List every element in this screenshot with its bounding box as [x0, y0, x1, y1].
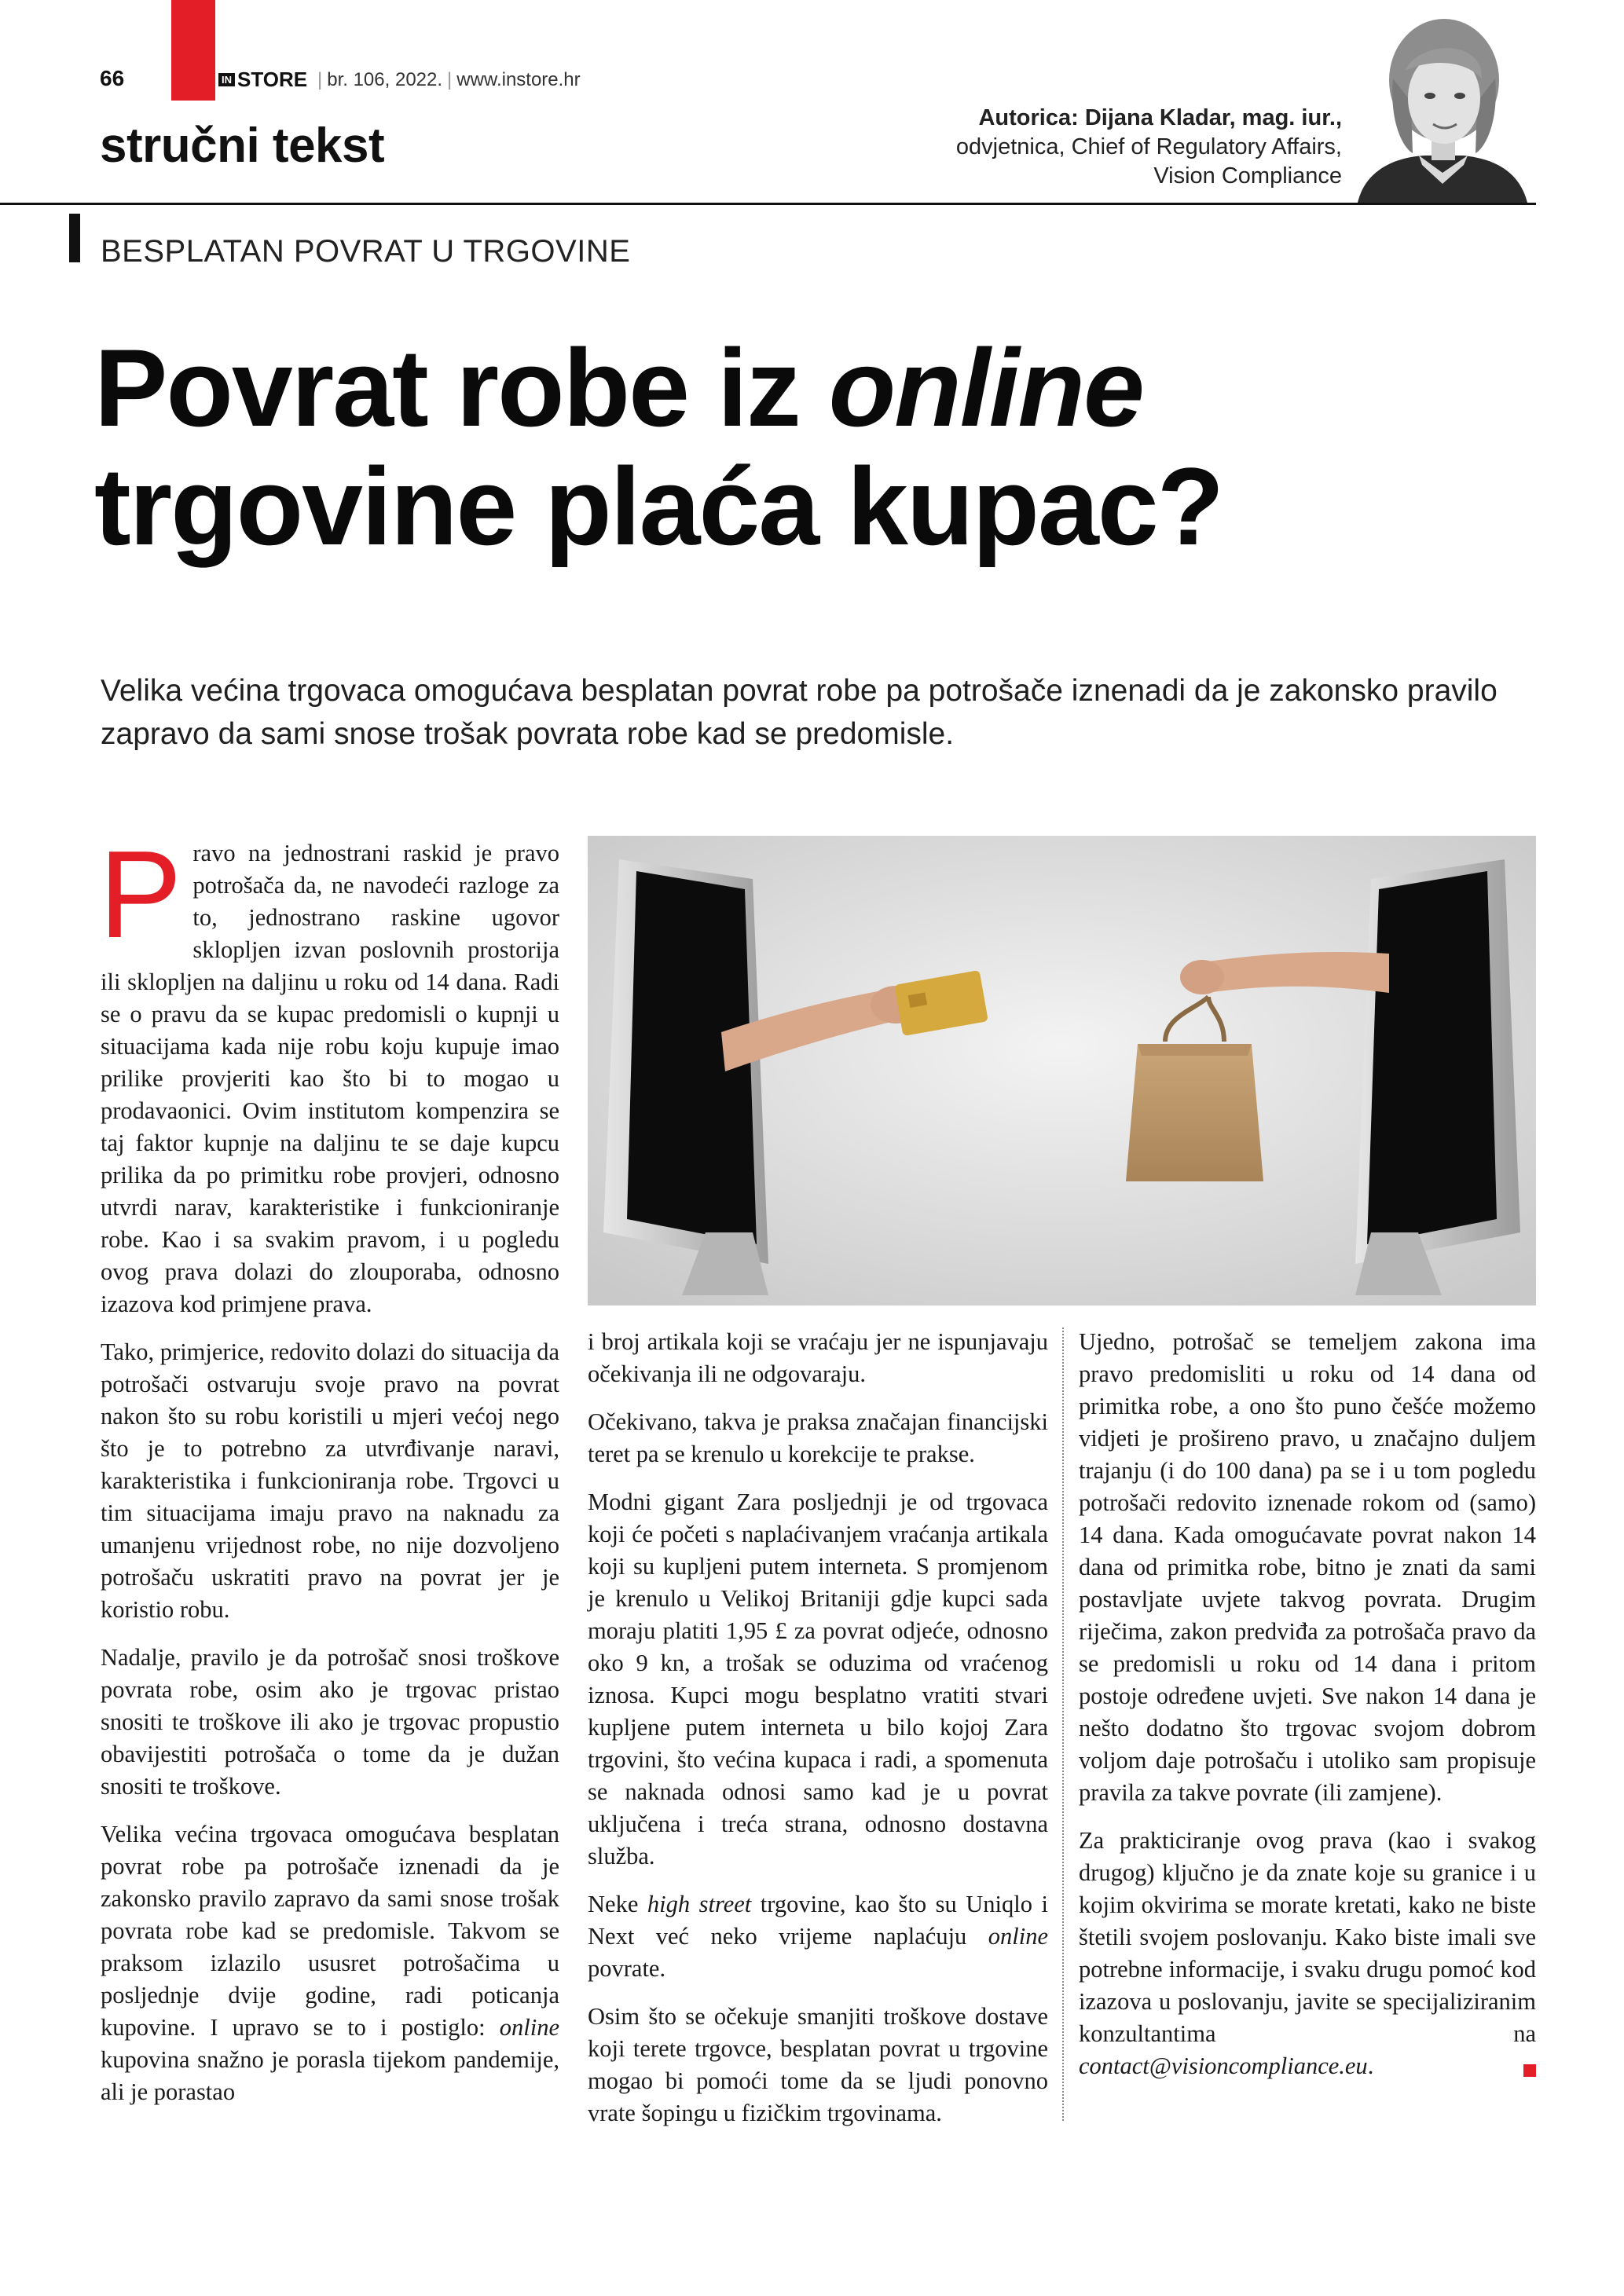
column-2	[588, 1326, 1048, 2145]
article-headline	[94, 326, 1540, 569]
author-block	[956, 104, 1342, 191]
paragraph: i broj artikala koji se vraćaju jer ne ispunjavaju očekivanja ili ne odgovaraju.	[588, 1328, 1048, 1387]
headline-italic: online	[828, 326, 1143, 449]
header-rule	[0, 203, 1536, 205]
paragraph: Očekivano, takva je praksa značajan financijski teret pa se krenulo u korekcije te prakse.	[588, 1408, 1048, 1467]
article-lede: Velika većina trgovaca omogućava besplatan povrat robe pa potrošače iznenadi da je zakonsko pravilo zapravo da sami snose trošak povrata robe kad se predomisle.	[101, 674, 1498, 752]
website-link[interactable]: www.instore.hr	[456, 69, 581, 90]
author-portrait	[1350, 16, 1535, 203]
article-photo	[588, 836, 1536, 1305]
drop-cap: P	[99, 826, 182, 964]
logo-in-mark: IN	[218, 73, 235, 86]
italic-term: high street	[647, 1891, 752, 1917]
paragraph-text: Velika većina trgovaca omogućava besplatan povrat robe pa potrošače iznenadi da je zakonsko pravilo zapravo da sami snose trošak povrata robe kad se predomisle. Takvom se praksom izlazilo ususret potrošačima u posljednje dvije godine, radi poticanja kupovine. I upravo se to i postiglo:	[101, 1821, 559, 2041]
paragraph	[99, 826, 559, 1320]
paragraph: Tako, primjerice, redovito dolazi do situacija da potrošači ostvaruju svoje pravo na povrat nakon što su robu koristili u mjeri većoj nego što je to potrebno za utvrđivanje naravi, karakteristika i funkcioniranja robe. Trgovci u tim situacijama imaju pravo na naknadu za umanjenu vrijednost robe, no nije dozvoljeno potrošaču uskratiti pravo na povrat jer je koristio robu.	[101, 1338, 559, 1623]
section-title: stručni tekst	[100, 119, 385, 173]
column-3	[1079, 1326, 1536, 2098]
headline-part-2: trgovine plaća kupac?	[94, 445, 1223, 569]
paragraph: Nadalje, pravilo je da potrošač snosi troškove povrata robe, osim ako je trgovac pristao snositi te troškove ili ako je trgovac propustio obavijestiti potrošača o tome da je dužan snositi te troškove.	[101, 1644, 559, 1800]
issue-number: br. 106, 2022.	[327, 69, 443, 90]
page-number: 66	[100, 66, 125, 90]
paragraph-text: Za prakticiranje ovog prava (kao i svakog drugog) ključno je da znate koje su granice i u kojim okvirima se morate kretati, kako ne biste štetili svojem poslovanju. Kako biste imali sve potrebne informacije, i svaku drugu pomoć kod izazova u poslovanju, javite se specijaliziranim konzultantima na	[1079, 1827, 1536, 2047]
paragraph	[588, 1888, 1048, 1985]
paragraph	[101, 1818, 559, 2108]
logo-store-text: STORE	[237, 68, 308, 91]
paragraph: Ujedno, potrošač se temeljem zakona ima pravo predomisliti u roku od 14 dana od primitka robe, a ono što puno češće možemo vidjeti je prošireno pravo, u značajno duljem trajanju (i do 100 dana) pa se i u tom pogledu potrošači redovito iznenade rokom od (samo) 14 dana. Kada omogućavate povrat nakon 14 dana od primitka robe, bitno je znati da sami postavljate uvjete takvog povrata. Drugim riječima, zakon predviđa za potrošača pravo da se predomisli u roku od 14 dana i pritom postoje određene uvjeti. Sve nakon 14 dana je nešto dodatno što trgovac svojom dobrom voljom daje potrošaču i utoliko sam propisuje pravila za takve povrate (ili zamjene).	[1079, 1328, 1536, 1806]
separator: |	[447, 69, 453, 90]
paragraph-text: trgovine, kao što su Uniqlo i Next već neko vrijeme naplaćuju	[588, 1891, 1048, 1950]
paragraph-text: ravo na jednostrani raskid je pravo potrošača da, ne navodeći razloge za to, jednostrano raskine ugovor sklopljen izvan poslovnih prostorija ili sklopljen na daljinu u roku od 14 dana. Radi se o pravu da se kupac predomisli o kupnji u situacijama kada nije robu koju kupuje imao prilike provjeriti kao što bi to mogao u prodavaonici. Ovim institutom kompenzira se taj faktor kupnje na daljinu te se daje kupcu prilika da po primitku robe provjeri, odnosno utvrdi narav, karakteristike i funkcioniranje robe. Kao i sa svakim pravom, i u pogledu ovog prava dolazi do zlouporaba, odnosno izazova kod primjene prava.	[101, 840, 559, 1317]
contact-email[interactable]: contact@visioncompliance.eu	[1079, 2052, 1368, 2079]
headline-part-1: Povrat robe iz	[94, 326, 829, 449]
separator: |	[317, 69, 323, 90]
paragraph-text: .	[1367, 2052, 1374, 2079]
paragraph-text: povrate.	[588, 1955, 666, 1982]
italic-term: online	[499, 2014, 559, 2041]
paragraph-text: Neke	[588, 1891, 647, 1917]
instore-logo	[218, 68, 307, 92]
red-header-tab	[171, 0, 215, 101]
kicker-bar	[69, 214, 80, 262]
paragraph: Osim što se očekuje smanjiti troškove dostave koji terete trgovce, besplatan povrat u trgovine mogao bi pomoći tome da se ljudi ponovno vrate šopingu u fizičkim trgovinama.	[588, 2003, 1048, 2126]
end-of-article-mark	[1523, 2064, 1536, 2077]
paragraph	[1079, 1825, 1536, 2082]
article-kicker: BESPLATAN POVRAT U TRGOVINE	[101, 234, 631, 269]
author-company: Vision Compliance	[1153, 163, 1342, 189]
column-1	[99, 826, 559, 2124]
italic-term: online	[988, 1923, 1048, 1950]
paragraph-text: kupovina snažno je porasla tijekom pandemije, ali je porastao	[101, 2046, 559, 2105]
author-name: Autorica: Dijana Kladar, mag. iur.,	[978, 105, 1342, 130]
issue-info	[313, 69, 581, 91]
author-role: odvjetnica, Chief of Regulatory Affairs,	[955, 134, 1342, 160]
column-divider	[1062, 1327, 1064, 2121]
paragraph: Modni gigant Zara posljednji je od trgovaca koji će početi s naplaćivanjem vraćanja artikala koji su kupljeni putem interneta. S promjenom je krenulo u Velikoj Britaniji gdje kupci sada moraju platiti 1,95 £ za povrat odjeće, odnosno oko 9 kn, a trošak se oduzima od vraćenog iznosa. Kupci mogu besplatno vratiti stvari kupljene putem interneta u bilo kojoj Zara trgovini, što većina kupaca i radi, a spomenuta se naknada odnosi samo kad je u povrat uključena i treća strana, odnosno dostavna služba.	[588, 1489, 1048, 1869]
